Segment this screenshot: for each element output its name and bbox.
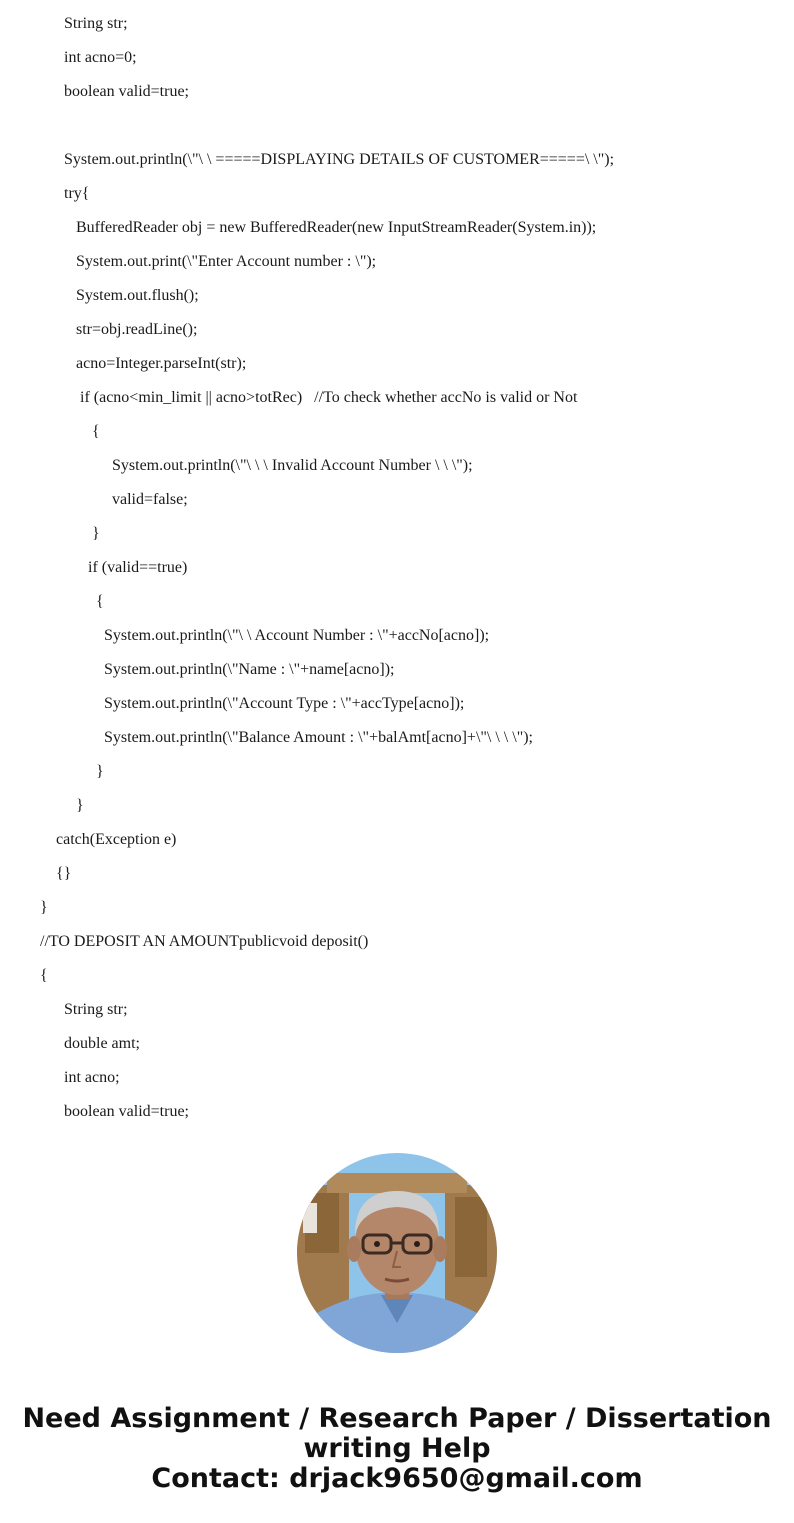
code-line: System.out.println(\"Name : \"+name[acno]); — [104, 661, 395, 678]
code-line: str=obj.readLine(); — [76, 321, 198, 338]
author-photo-icon — [297, 1153, 497, 1353]
code-line: System.out.println(\"Balance Amount : \"+balAmt[acno]+\"\ \ \ \"); — [104, 729, 533, 746]
code-line: } — [76, 797, 84, 814]
code-line: if (valid==true) — [88, 559, 188, 576]
code-line: valid=false; — [112, 491, 188, 508]
code-line: System.out.println(\"\ \ Account Number : \"+accNo[acno]); — [104, 627, 490, 644]
code-line: { — [40, 967, 48, 984]
code-line: if (acno<min_limit || acno>totRec) //To check whether accNo is valid or Not — [80, 389, 578, 406]
code-line: { — [96, 593, 104, 610]
code-line: { — [92, 423, 100, 440]
code-line: boolean valid=true; — [64, 83, 189, 100]
footer-promo-line-2: writing Help — [303, 1433, 491, 1464]
code-line: System.out.println(\"\ \ \ Invalid Account Number \ \ \"); — [112, 457, 473, 474]
code-line: System.out.println(\"Account Type : \"+accType[acno]); — [104, 695, 465, 712]
code-line: System.out.flush(); — [76, 287, 199, 304]
code-line: //TO DEPOSIT AN AMOUNTpublicvoid deposit() — [40, 933, 369, 950]
code-line: double amt; — [64, 1035, 140, 1052]
footer-promo-line-1: Need Assignment / Research Paper / Dissertation — [22, 1403, 772, 1434]
code-line: int acno=0; — [64, 49, 137, 66]
code-line: int acno; — [64, 1069, 120, 1086]
code-line: {} — [56, 865, 72, 882]
code-line: System.out.print(\"Enter Account number : \"); — [76, 253, 377, 270]
code-line: BufferedReader obj = new BufferedReader(new InputStreamReader(System.in)); — [76, 219, 597, 236]
code-line: System.out.println(\"\ \ =====DISPLAYING DETAILS OF CUSTOMER=====\ \"); — [64, 151, 615, 168]
footer-contact-email: Contact: drjack9650@gmail.com — [151, 1463, 643, 1494]
code-line: boolean valid=true; — [64, 1103, 189, 1120]
code-line: } — [96, 763, 104, 780]
code-line: acno=Integer.parseInt(str); — [76, 355, 247, 372]
code-line: String str; — [64, 1001, 128, 1018]
code-line: String str; — [64, 15, 128, 32]
code-line: catch(Exception e) — [56, 831, 177, 848]
code-line: } — [92, 525, 100, 542]
code-line: try{ — [64, 185, 90, 202]
code-line: } — [40, 899, 48, 916]
